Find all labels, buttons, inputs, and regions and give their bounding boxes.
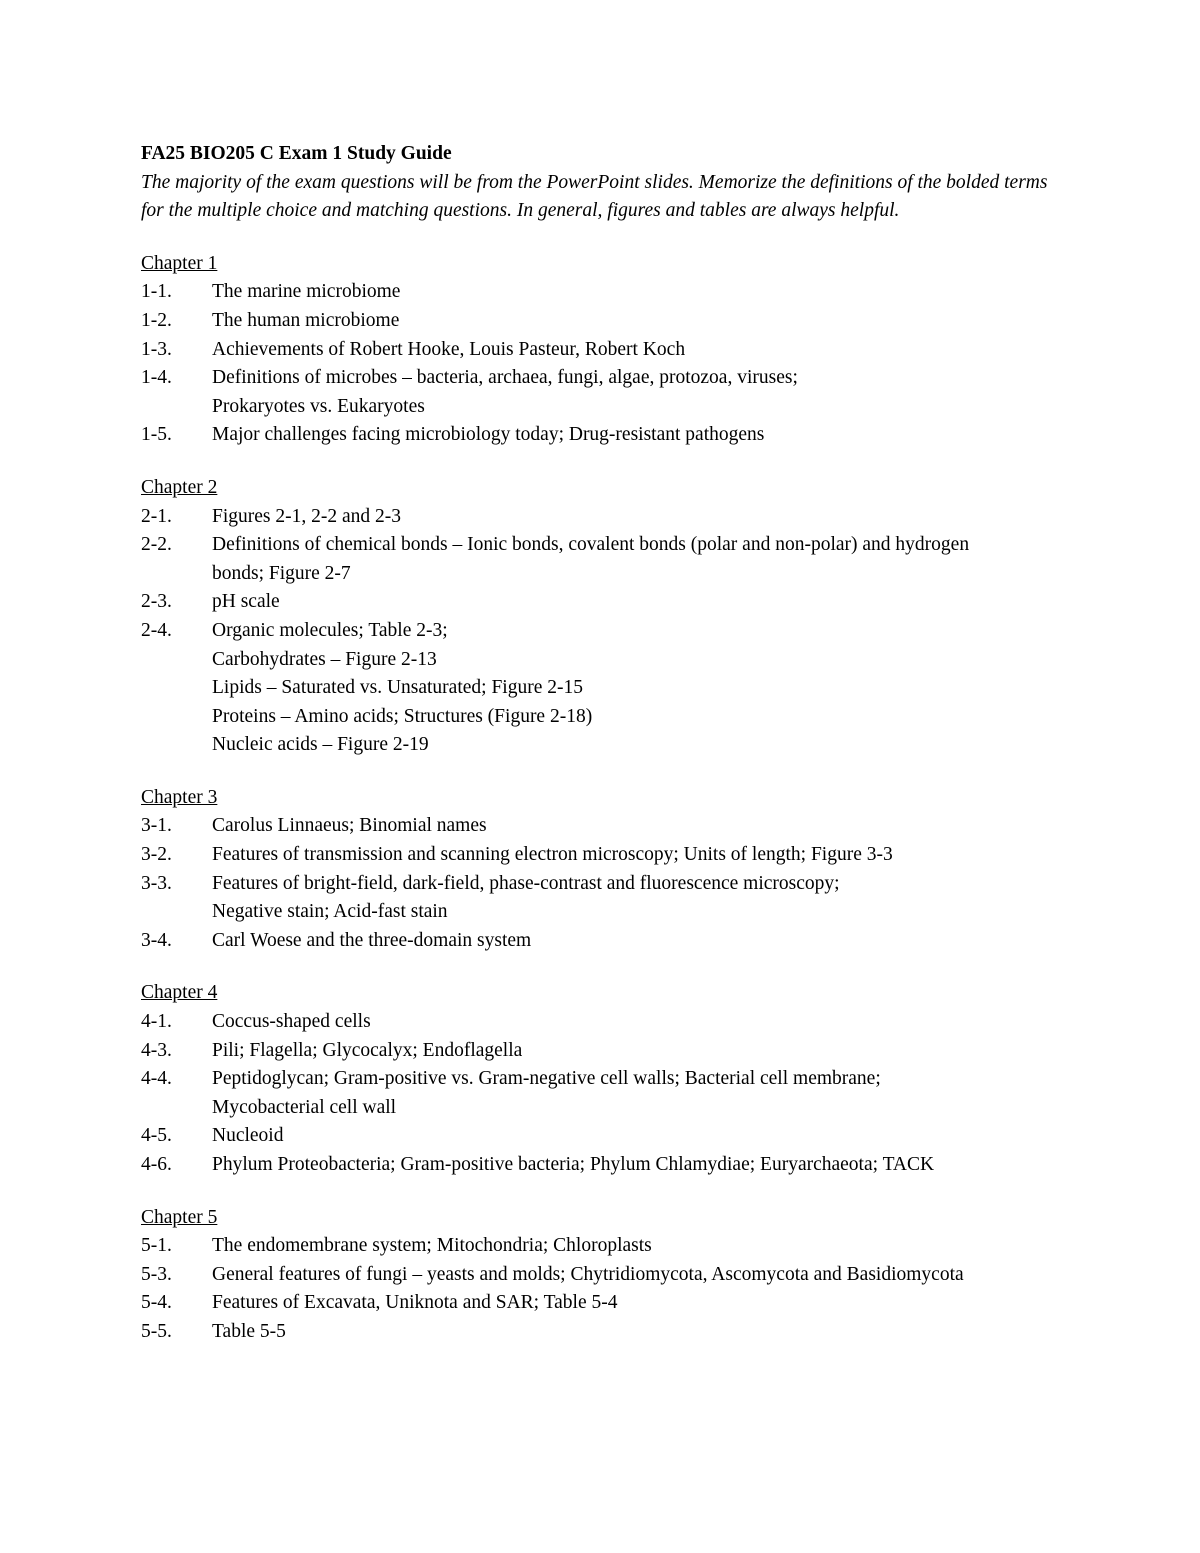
- outline-item-number: 1-4.: [141, 367, 172, 389]
- outline-item-line: pH scale: [212, 591, 280, 613]
- chapter-heading: Chapter 4: [141, 982, 218, 1004]
- outline-item-number: 1-5.: [141, 424, 172, 446]
- outline-item-line: Table 5-5: [212, 1320, 286, 1342]
- outline-item-text: [212, 927, 1061, 956]
- outline-item: [141, 1008, 1061, 1037]
- outline-item-text: [212, 364, 1061, 421]
- outline-item-line: Peptidoglycan; Gram-positive vs. Gram-negative cell walls; Bacterial cell membrane;: [212, 1068, 881, 1090]
- outline-item-text: [212, 1232, 1061, 1261]
- outline-item: [141, 336, 1061, 365]
- outline-item-line: The marine microbiome: [212, 281, 401, 303]
- chapter-section: [141, 784, 1061, 956]
- outline-item-line: Mycobacterial cell wall: [212, 1096, 397, 1118]
- outline-item-text: [212, 1008, 1061, 1037]
- outline-item: [141, 364, 1061, 421]
- outline-item-line: General features of fungi – yeasts and molds; Chytridiomycota, Ascomycota and Basidiomycota: [212, 1263, 964, 1285]
- outline-item: [141, 1261, 1061, 1290]
- outline-item-line: Definitions of microbes – bacteria, archaea, fungi, algae, protozoa, viruses;: [212, 367, 798, 389]
- outline-item-number: 4-6.: [141, 1154, 172, 1175]
- outline-item-number: 5-4.: [141, 1292, 172, 1314]
- outline-item: [141, 870, 1061, 927]
- chapter-section: [141, 474, 1061, 760]
- outline-item-number: 3-2.: [141, 844, 172, 866]
- chapter-section: [141, 250, 1061, 450]
- outline-item: [141, 812, 1061, 841]
- outline-item-text: [212, 1037, 1061, 1066]
- outline-item: [141, 617, 1061, 760]
- chapter-list: [141, 250, 1061, 1347]
- outline-item-number: 4-5.: [141, 1125, 172, 1147]
- outline-item: [141, 1289, 1061, 1318]
- outline-item: [141, 503, 1061, 532]
- outline-item-line: Features of bright-field, dark-field, phase-contrast and fluorescence microscopy;: [212, 872, 840, 894]
- chapter-heading: Chapter 3: [141, 786, 218, 808]
- outline-item-line: Prokaryotes vs. Eukaryotes: [212, 395, 425, 417]
- outline-item-line: The human microbiome: [212, 309, 400, 331]
- outline-item-number: 5-3.: [141, 1263, 172, 1285]
- outline-item-text: [212, 307, 1061, 336]
- outline-item-text: [212, 503, 1061, 532]
- outline-item-line: Features of Excavata, Uniknota and SAR; Table 5-4: [212, 1292, 618, 1314]
- outline-item: [141, 307, 1061, 336]
- outline-item-line: Carbohydrates – Figure 2-13: [212, 648, 437, 670]
- outline-item-number: 4-1.: [141, 1011, 172, 1033]
- outline-item-number: 2-2.: [141, 534, 172, 556]
- document-intro: The majority of the exam questions will be from the PowerPoint slides. Memorize the definitions of the bolded terms for the multiple choice and matching questions. In general, figures and tables are always helpful.: [141, 171, 1048, 222]
- outline-item-text: [212, 1318, 1061, 1347]
- outline-item-text: [212, 617, 1061, 760]
- outline-item-text: [212, 588, 1061, 617]
- chapter-heading: Chapter 2: [141, 476, 218, 498]
- outline-item: [141, 927, 1061, 956]
- outline-item: [141, 1232, 1061, 1261]
- outline-item-number: 2-4.: [141, 619, 172, 641]
- outline-item-line: Phylum Proteobacteria; Gram-positive bacteria; Phylum Chlamydiae; Euryarchaeota; TACK: [212, 1154, 935, 1175]
- outline-item-line: Definitions of chemical bonds – Ionic bonds, covalent bonds (polar and non-polar) and hydrogen: [212, 534, 970, 556]
- outline-item: [141, 421, 1061, 450]
- chapter-heading: Chapter 1: [141, 252, 218, 274]
- outline-item-line: Nucleoid: [212, 1125, 284, 1147]
- outline-item-text: [212, 812, 1061, 841]
- outline-item-line: Negative stain; Acid-fast stain: [212, 901, 448, 923]
- outline-item-number: 4-4.: [141, 1068, 172, 1090]
- outline-item-text: [212, 336, 1061, 365]
- outline-item: [141, 278, 1061, 307]
- outline-item: [141, 531, 1061, 588]
- outline-item-number: 4-3.: [141, 1039, 172, 1061]
- outline-item-number: 1-2.: [141, 309, 172, 331]
- outline-item-line: Carolus Linnaeus; Binomial names: [212, 815, 487, 837]
- outline-item-number: 5-5.: [141, 1320, 172, 1342]
- outline-item-text: [212, 870, 1061, 927]
- outline-item: [141, 1037, 1061, 1066]
- chapter-section: [141, 1204, 1061, 1347]
- outline-item-number: 2-3.: [141, 591, 172, 613]
- outline-item-text: [212, 1122, 1061, 1151]
- outline-item-number: 1-1.: [141, 281, 172, 303]
- outline-item-line: Coccus-shaped cells: [212, 1011, 371, 1033]
- outline-item-number: 3-1.: [141, 815, 172, 837]
- outline-item-line: The endomembrane system; Mitochondria; Chloroplasts: [212, 1235, 652, 1257]
- outline-item-line: Major challenges facing microbiology today; Drug-resistant pathogens: [212, 424, 765, 446]
- outline-item: [141, 1065, 1061, 1122]
- outline-item-number: 5-1.: [141, 1235, 172, 1257]
- outline-item-line: Features of transmission and scanning electron microscopy; Units of length; Figure 3-3: [212, 844, 893, 866]
- document-page: [141, 140, 1061, 1371]
- outline-item-line: Carl Woese and the three-domain system: [212, 929, 532, 951]
- outline-item-line: Achievements of Robert Hooke, Louis Pasteur, Robert Koch: [212, 338, 686, 360]
- outline-item: [141, 1318, 1061, 1347]
- outline-item-number: 2-1.: [141, 505, 172, 527]
- outline-item: [141, 1122, 1061, 1151]
- outline-item: [141, 841, 1061, 870]
- outline-item-text: [212, 841, 1061, 870]
- chapter-heading: Chapter 5: [141, 1206, 218, 1228]
- outline-item-line: bonds; Figure 2-7: [212, 562, 351, 584]
- outline-item-text: [212, 1289, 1061, 1318]
- outline-item-text: [212, 531, 1061, 588]
- outline-item-line: Nucleic acids – Figure 2-19: [212, 734, 429, 756]
- outline-item-line: Pili; Flagella; Glycocalyx; Endoflagella: [212, 1039, 523, 1061]
- outline-item-line: Organic molecules; Table 2-3;: [212, 619, 448, 641]
- outline-item-line: Figures 2-1, 2-2 and 2-3: [212, 505, 402, 527]
- outline-item-line: Lipids – Saturated vs. Unsaturated; Figure 2-15: [212, 677, 583, 699]
- outline-item-text: [212, 1065, 1061, 1122]
- document-title: FA25 BIO205 C Exam 1 Study Guide: [141, 143, 452, 164]
- outline-item: [141, 588, 1061, 617]
- outline-item-text: [212, 278, 1061, 307]
- outline-item-number: 1-3.: [141, 338, 172, 360]
- outline-item: [141, 1151, 1061, 1180]
- outline-item-number: 3-3.: [141, 872, 172, 894]
- outline-item-text: [212, 421, 1061, 450]
- outline-item-text: [212, 1261, 1061, 1290]
- chapter-section: [141, 979, 1061, 1179]
- outline-item-number: 3-4.: [141, 929, 172, 951]
- outline-item-text: [212, 1151, 1061, 1180]
- outline-item-line: Proteins – Amino acids; Structures (Figure 2-18): [212, 705, 593, 727]
